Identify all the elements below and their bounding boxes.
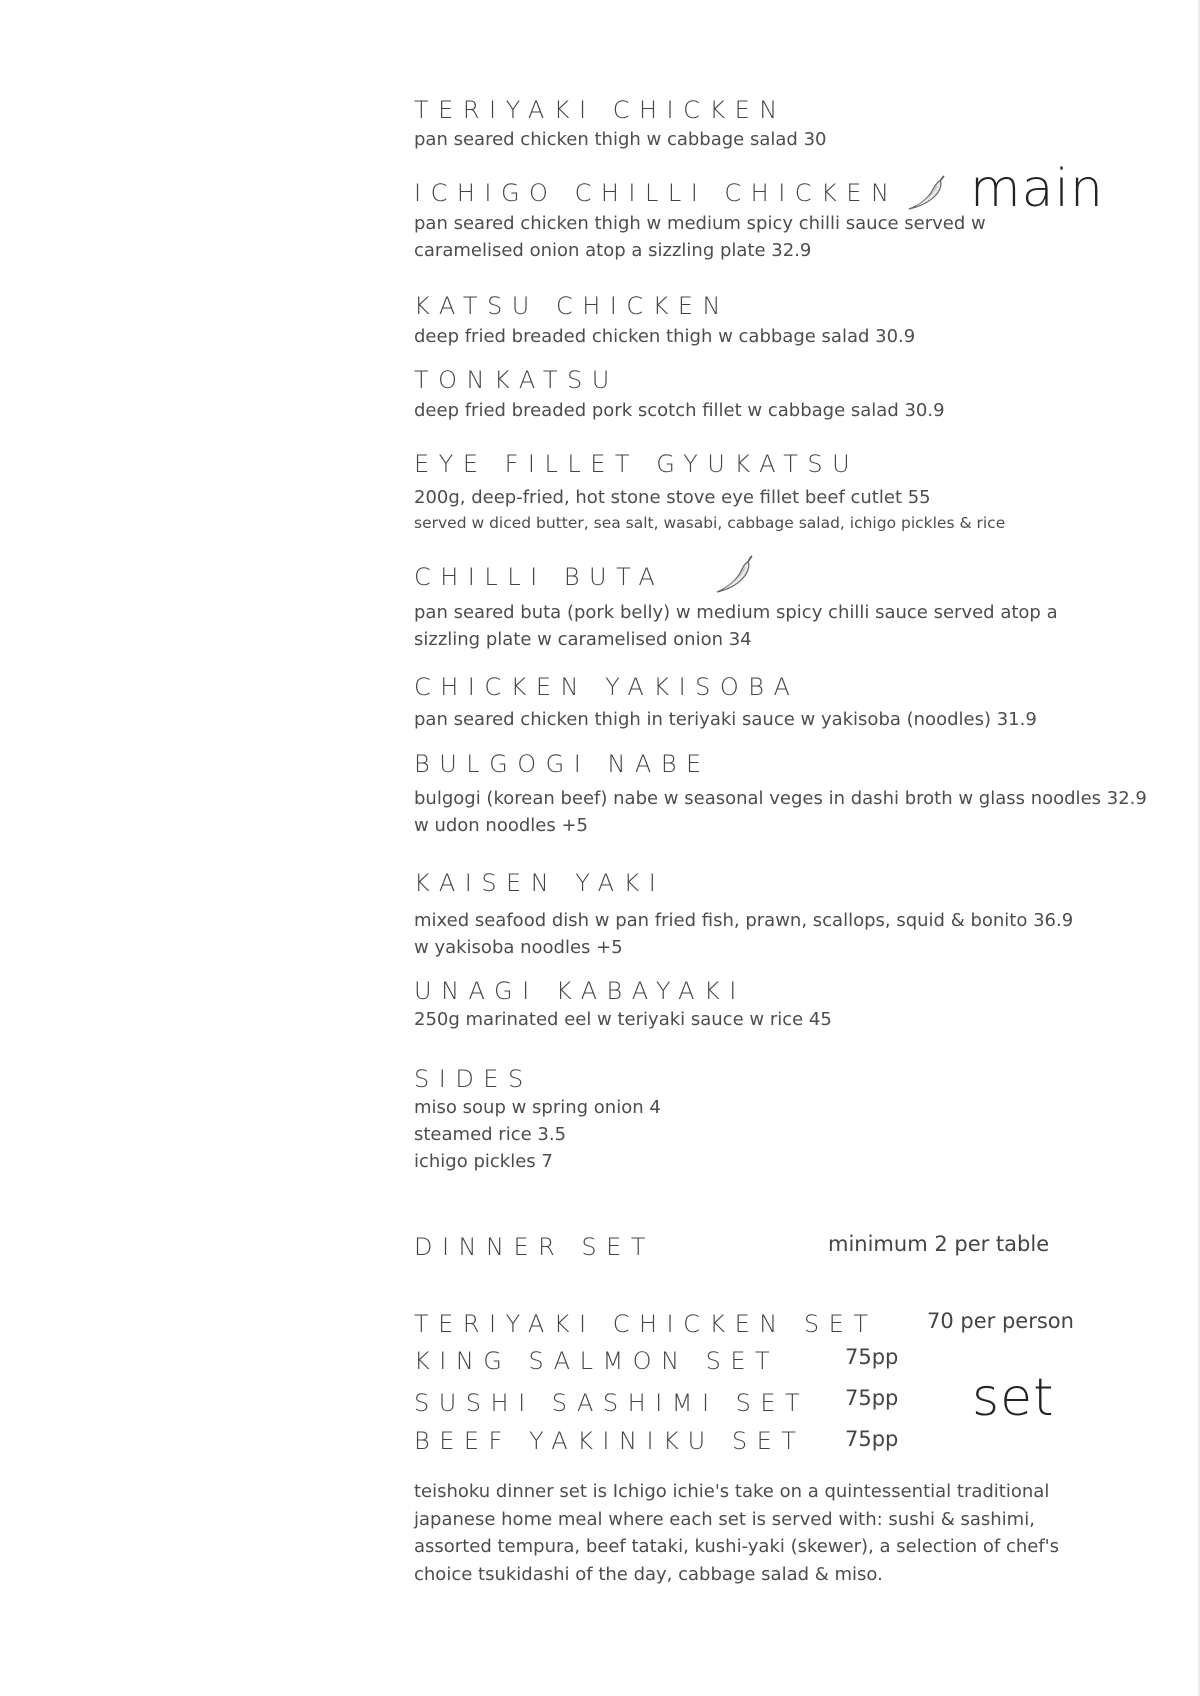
- item-name-katsu-chicken: KATSU CHICKEN: [414, 292, 730, 320]
- set-name-sushi-sashimi: SUSHI SASHIMI SET: [414, 1389, 810, 1417]
- item-desc-tonkatsu: deep fried breaded pork scotch fillet w cabbage salad 30.9: [414, 400, 945, 421]
- set-name-king-salmon: KING SALMON SET: [414, 1347, 780, 1375]
- item-name-bulgogi-nabe: BULGOGI NABE: [414, 750, 711, 778]
- set-price: 75pp: [845, 1427, 899, 1451]
- item-desc-chilli-buta-1: pan seared buta (pork belly) w medium spicy chilli sauce served atop a: [414, 602, 1058, 623]
- item-name-teriyaki-chicken: TERIYAKI CHICKEN: [414, 96, 787, 124]
- item-note-eye-fillet-gyukatsu: served w diced butter, sea salt, wasabi, cabbage salad, ichigo pickles & rice: [414, 514, 1006, 532]
- set-price: 75pp: [845, 1345, 899, 1369]
- item-desc-bulgogi-nabe-1: bulgogi (korean beef) nabe w seasonal veges in dashi broth w glass noodles 32.9: [414, 788, 1147, 809]
- item-desc-chilli-buta-2: sizzling plate w caramelised onion 34: [414, 629, 752, 650]
- item-desc-teriyaki-chicken: pan seared chicken thigh w cabbage salad 30: [414, 129, 827, 150]
- item-name-chicken-yakisoba: CHICKEN YAKISOBA: [414, 673, 800, 701]
- set-price: 75pp: [845, 1386, 899, 1410]
- item-desc-katsu-chicken: deep fried breaded chicken thigh w cabbage salad 30.9: [414, 326, 916, 347]
- item-desc-ichigo-chilli-chicken-2: caramelised onion atop a sizzling plate 32.9: [414, 240, 812, 261]
- item-name-ichigo-chilli-chicken: ICHIGO CHILLI CHICKEN: [414, 179, 899, 207]
- item-name-unagi-kabayaki: UNAGI KABAYAKI: [414, 977, 746, 1005]
- item-desc-eye-fillet-gyukatsu: 200g, deep-fried, hot stone stove eye fillet beef cutlet 55: [414, 487, 931, 508]
- chilli-pepper-icon: [712, 553, 758, 595]
- set-price: 70 per person: [927, 1309, 1074, 1333]
- item-desc-kaisen-yaki-2: w yakisoba noodles +5: [414, 937, 623, 958]
- section-label-set: set: [972, 1368, 1055, 1428]
- side-item: miso soup w spring onion 4: [414, 1097, 661, 1118]
- dinner-set-description: teishoku dinner set is Ichigo ichie's take on a quintessential traditional japanese home meal where each set is served with: sushi & sashimi, assorted tempura, beef tataki, kushi-yaki (skewer), a selection of chef's choice tsukidashi of the day, cabbage salad & miso.: [414, 1481, 1060, 1585]
- item-name-eye-fillet-gyukatsu: EYE FILLET GYUKATSU: [414, 450, 860, 478]
- item-name-kaisen-yaki: KAISEN YAKI: [414, 869, 666, 897]
- side-item: ichigo pickles 7: [414, 1151, 553, 1172]
- dinner-set-note: minimum 2 per table: [828, 1232, 1050, 1256]
- chilli-pepper-icon: [904, 172, 950, 212]
- item-desc-chicken-yakisoba: pan seared chicken thigh in teriyaki sauce w yakisoba (noodles) 31.9: [414, 709, 1037, 730]
- item-name-chilli-buta: CHILLI BUTA: [414, 563, 665, 591]
- item-desc-ichigo-chilli-chicken-1: pan seared chicken thigh w medium spicy chilli sauce served w: [414, 213, 986, 234]
- dinner-set-title: DINNER SET: [414, 1233, 655, 1261]
- set-name-beef-yakiniku: BEEF YAKINIKU SET: [414, 1427, 806, 1455]
- section-label-main: main: [970, 159, 1104, 219]
- item-name-tonkatsu: TONKATSU: [414, 366, 619, 394]
- set-name-teriyaki-chicken: TERIYAKI CHICKEN SET: [414, 1310, 878, 1338]
- item-desc-kaisen-yaki-1: mixed seafood dish w pan fried fish, prawn, scallops, squid & bonito 36.9: [414, 910, 1074, 931]
- item-desc-unagi-kabayaki: 250g marinated eel w teriyaki sauce w rice 45: [414, 1009, 832, 1030]
- item-desc-bulgogi-nabe-2: w udon noodles +5: [414, 815, 588, 836]
- sides-title: SIDES: [414, 1065, 533, 1093]
- side-item: steamed rice 3.5: [414, 1124, 567, 1145]
